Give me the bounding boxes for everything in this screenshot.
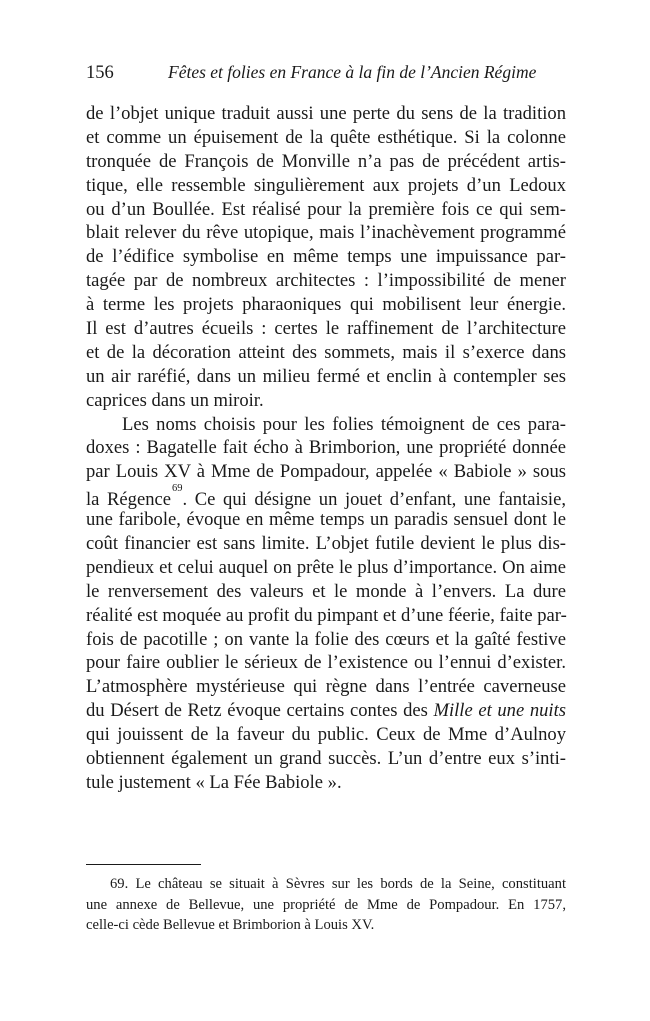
paragraph [86, 102, 566, 413]
text-line: une faribole, évoque en même temps un paradis sensuel dont le [86, 509, 566, 531]
text-line: tagée par de nombreux architectes : l’impossibilité de mener [86, 270, 566, 292]
text-line: L’atmosphère mystérieuse qui règne dans l’entrée caverneuse [86, 676, 566, 698]
text-line: de l’objet unique traduit aussi une perte du sens de la tradition [86, 103, 566, 124]
text-line: caprices dans un miroir. [86, 389, 264, 411]
text-line: réalité est moquée au profit du pimpant et d’une féerie, faite par- [86, 604, 567, 626]
footnote-69 [86, 874, 566, 936]
running-head [86, 58, 566, 86]
text-line: un air raréfié, dans un milieu fermé et enclin à contempler ses [86, 365, 566, 387]
paragraph [86, 413, 566, 795]
text-line [86, 483, 566, 511]
footnotes [86, 874, 566, 936]
footnote-reference[interactable]: 69 [172, 483, 183, 495]
text-line: tique, elle ressemble singulièrement aux projets d’un Ledoux [86, 174, 566, 196]
text-line: à terme les projets pharaoniques qui mobilisent leur énergie. [86, 294, 566, 316]
text-segment: la Régence [86, 489, 172, 511]
text-line: par Louis XV à Mme de Pompadour, appelée « Babiole » sous [86, 461, 566, 483]
footnote-rule [86, 864, 201, 865]
text-line: et comme un épuisement de la quête esthétique. Si la colonne [86, 126, 566, 148]
text-line: tule justement « La Fée Babiole ». [86, 771, 342, 793]
page-number: 156 [86, 63, 114, 83]
text-line: ou d’un Boullée. Est réalisé pour la première fois ce qui sem- [86, 198, 566, 220]
text-line: pendieux et celui auquel on prête le plus d’importance. On aime [86, 556, 566, 578]
text-line: pour faire oublier le sérieux de l’existence ou l’ennui d’exister. [86, 652, 566, 674]
text-line: fois de pacotille ; on vante la folie des cœurs et la gaîté festive [86, 628, 566, 650]
main-text [86, 102, 566, 795]
footnote-line: 69. Le château se situait à Sèvres sur les bords de la Seine, constituant [110, 876, 566, 892]
text-line: de l’édifice symbolise en même temps une impuissance par- [86, 246, 566, 268]
text-line: et de la décoration atteint des sommets, mais il s’exerce dans [86, 341, 566, 363]
text-line: le renversement des valeurs et le monde à l’envers. La dure [86, 580, 566, 602]
text-segment: du Désert de Retz évoque certains contes des [86, 700, 434, 722]
text-line: qui jouissent de la faveur du public. Ceux de Mme d’Aulnoy [86, 724, 566, 746]
text-line: Les noms choisis pour les folies témoignent de ces para- [122, 413, 566, 435]
text-line: coût financier est sans limite. L’objet futile devient le plus dis- [86, 533, 566, 555]
text-line: doxes : Bagatelle fait écho à Brimborion, une propriété donnée [86, 437, 566, 459]
page [86, 58, 567, 793]
text-segment: . Ce qui désigne un jouet d’enfant, une fantaisie, [182, 489, 566, 511]
running-title: Fêtes et folies en France à la fin de l’Ancien Régime [168, 62, 537, 82]
text-line: blait relever du rêve utopique, mais l’inachèvement programmé [86, 222, 566, 244]
footnote-line: celle-ci cède Bellevue et Brimborion à Louis XV. [86, 917, 375, 933]
text-line: tronquée de François de Monville n’a pas de précédent artis- [86, 150, 566, 172]
text-line: obtiennent également un grand succès. L’un d’entre eux s’inti- [86, 748, 566, 770]
footnote-line: une annexe de Bellevue, une propriété de Mme de Pompadour. En 1757, [86, 896, 566, 913]
text-line [86, 699, 566, 723]
italic-title: Mille et une nuits [433, 700, 566, 722]
text-line: Il est d’autres écueils : certes le raffinement de l’architecture [86, 318, 566, 340]
